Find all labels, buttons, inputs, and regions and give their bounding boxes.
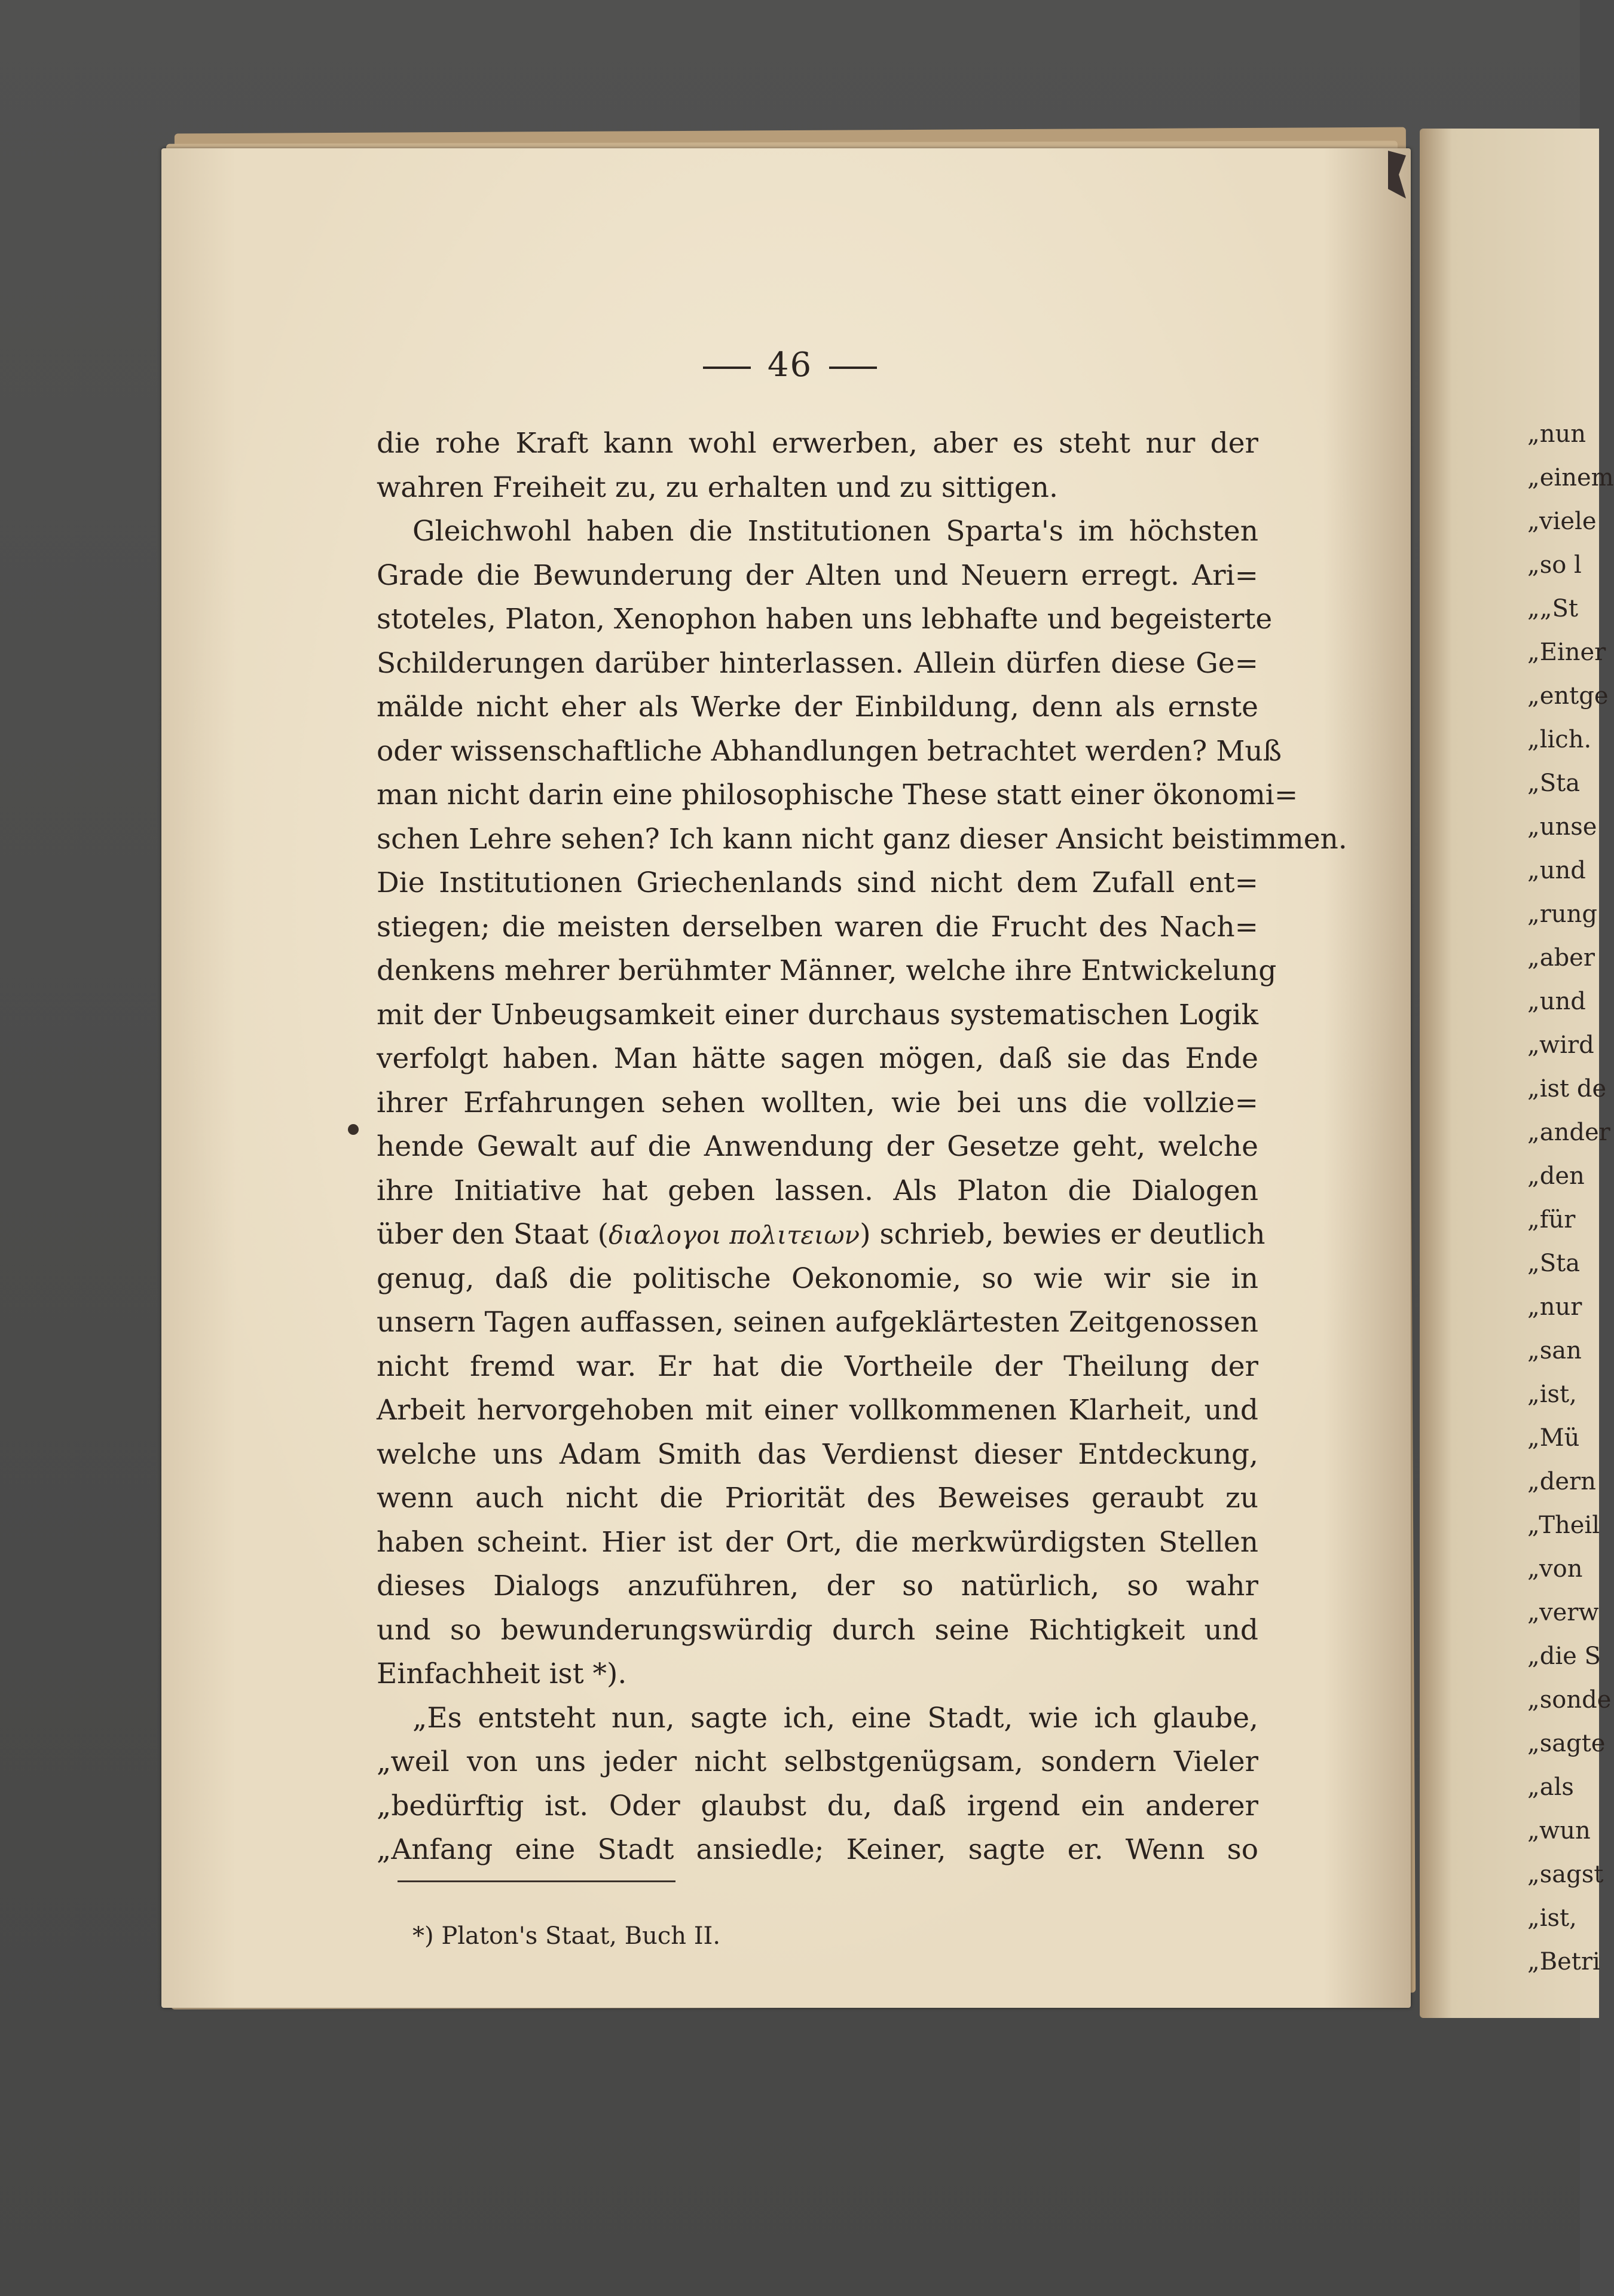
facing-line: „dern (1527, 1468, 1596, 1495)
text-line: nicht fremd war. Er hat die Vortheile der Theilung der (377, 1349, 1258, 1383)
text-line: denkens mehrer berühmter Männer, welche ihre Entwickelung (377, 954, 1277, 987)
facing-line: „entge (1527, 682, 1609, 710)
page-body-text (377, 422, 1347, 1872)
text-line: verfolgt haben. Man hätte sagen mögen, daß sie das Ende (377, 1042, 1258, 1075)
facing-line: „von (1527, 1555, 1583, 1583)
text-line: Arbeit hervorgehoben mit einer vollkommenen Klarheit, und (377, 1394, 1258, 1427)
page-number-dash-right (829, 367, 877, 369)
text-line: wahren Freiheit zu, zu erhalten und zu sittigen. (377, 471, 1058, 504)
text-line-greek (377, 1213, 1265, 1257)
quote-line: „bedürftig ist. Oder glaubst du, daß irgend ein anderer (377, 1789, 1258, 1822)
quote-line: „Anfang eine Stadt ansiedle; Keiner, sagte er. Wenn so (377, 1833, 1258, 1866)
facing-line: „einem (1527, 464, 1614, 491)
footnote: *) Platon's Staat, Buch II. (412, 1922, 721, 1950)
text-line: dieses Dialogs anzuführen, der so natürlich, so wahr (377, 1570, 1258, 1602)
facing-line: „wun (1527, 1817, 1591, 1845)
text-line: unsern Tagen auffassen, seinen aufgeklärtesten Zeitgenossen (377, 1306, 1258, 1339)
quote-line: „Es entsteht nun, sagte ich, eine Stadt, wie ich glaube, (412, 1701, 1258, 1735)
text-line: wenn auch nicht die Priorität des Beweises geraubt zu (377, 1482, 1258, 1515)
text-line: Gleichwohl haben die Institutionen Sparta's im höchsten (412, 515, 1258, 548)
page-number (0, 346, 1580, 384)
facing-line: „Mü (1527, 1424, 1580, 1452)
facing-line: „den (1527, 1162, 1585, 1190)
text-line: Einfachheit ist *). (377, 1657, 627, 1690)
facing-line: „unse (1527, 813, 1597, 841)
text-line: welche uns Adam Smith das Verdienst dieser Entdeckung, (377, 1437, 1258, 1471)
facing-line: „so l (1527, 551, 1582, 579)
facing-line: „und (1527, 857, 1586, 884)
greek-title: διαλογοι πολιτειων (608, 1220, 860, 1250)
facing-page-text (1527, 413, 1614, 1984)
quote-line: „weil von uns jeder nicht selbstgenügsam, sondern Vieler (377, 1745, 1258, 1778)
facing-line: „ist, (1527, 1381, 1577, 1408)
facing-line: „wird (1527, 1031, 1594, 1059)
facing-line: „Sta (1527, 1250, 1581, 1277)
text-line: oder wissenschaftliche Abhandlungen betrachtet werden? Muß (377, 734, 1282, 768)
facing-line: „die S (1527, 1642, 1601, 1670)
facing-line: „nur (1527, 1293, 1582, 1321)
text-line: ihrer Erfahrungen sehen wollten, wie bei uns die vollzie= (377, 1086, 1258, 1119)
text-line: hende Gewalt auf die Anwendung der Gesetze geht, welche (377, 1130, 1258, 1163)
margin-dot (348, 1124, 359, 1135)
facing-line: „und (1527, 988, 1586, 1015)
facing-line: „sonde (1527, 1686, 1612, 1714)
facing-line: „für (1527, 1206, 1576, 1234)
facing-line: „Einer (1527, 639, 1606, 666)
facing-line: „Sta (1527, 770, 1581, 797)
text-line: mälde nicht eher als Werke der Einbildung, denn als ernste (377, 691, 1258, 723)
text-line: stoteles, Platon, Xenophon haben uns lebhafte und begeisterte (377, 603, 1273, 636)
text-line: Die Institutionen Griechenlands sind nicht dem Zufall ent= (377, 866, 1258, 899)
text-line: ihre Initiative hat geben lassen. Als Platon die Dialogen (377, 1174, 1258, 1207)
facing-line: „„St (1527, 595, 1578, 622)
text-line: und so bewunderungswürdig durch seine Richtigkeit und (377, 1613, 1258, 1647)
facing-line: „san (1527, 1337, 1582, 1364)
footnote-divider (398, 1880, 675, 1882)
facing-line: „ist, (1527, 1904, 1577, 1932)
text-fragment: ) schrieb, bewies er deutlich (860, 1218, 1265, 1251)
facing-line: „Betri (1527, 1948, 1600, 1976)
text-line: Grade die Bewunderung der Alten und Neuern erregt. Ari= (377, 558, 1258, 592)
facing-line: „als (1527, 1773, 1574, 1801)
facing-line: „viele (1527, 508, 1597, 535)
text-fragment: über den Staat ( (377, 1218, 609, 1251)
text-line: stiegen; die meisten derselben waren die Frucht des Nach= (377, 910, 1258, 944)
page-number-dash-left (703, 367, 751, 369)
text-line: man nicht darin eine philosophische These statt einer ökonomi= (377, 778, 1298, 811)
facing-line: „verw (1527, 1599, 1599, 1626)
facing-line: „ander (1527, 1119, 1610, 1146)
facing-line: „sagst (1527, 1861, 1604, 1888)
text-line: schen Lehre sehen? Ich kann nicht ganz dieser Ansicht beistimmen. (377, 822, 1347, 856)
text-line: mit der Unbeugsamkeit einer durchaus systematischen Logik (377, 998, 1258, 1031)
text-line: genug, daß die politische Oekonomie, so wie wir sie in (377, 1262, 1258, 1295)
facing-line: „lich. (1527, 726, 1592, 753)
facing-line: „rung (1527, 900, 1597, 928)
text-line: haben scheint. Hier ist der Ort, die merkwürdigsten Stellen (377, 1525, 1258, 1559)
page-number-value: 46 (767, 346, 813, 384)
facing-line: „nun (1527, 420, 1587, 448)
facing-line: „ist de (1527, 1075, 1607, 1103)
text-line: die rohe Kraft kann wohl erwerben, aber es steht nur der (377, 427, 1258, 460)
facing-line: „Theil (1527, 1512, 1600, 1539)
facing-line: „sagte (1527, 1730, 1606, 1757)
text-line: Schilderungen darüber hinterlassen. Allein dürfen diese Ge= (377, 646, 1258, 680)
facing-line: „aber (1527, 944, 1595, 972)
